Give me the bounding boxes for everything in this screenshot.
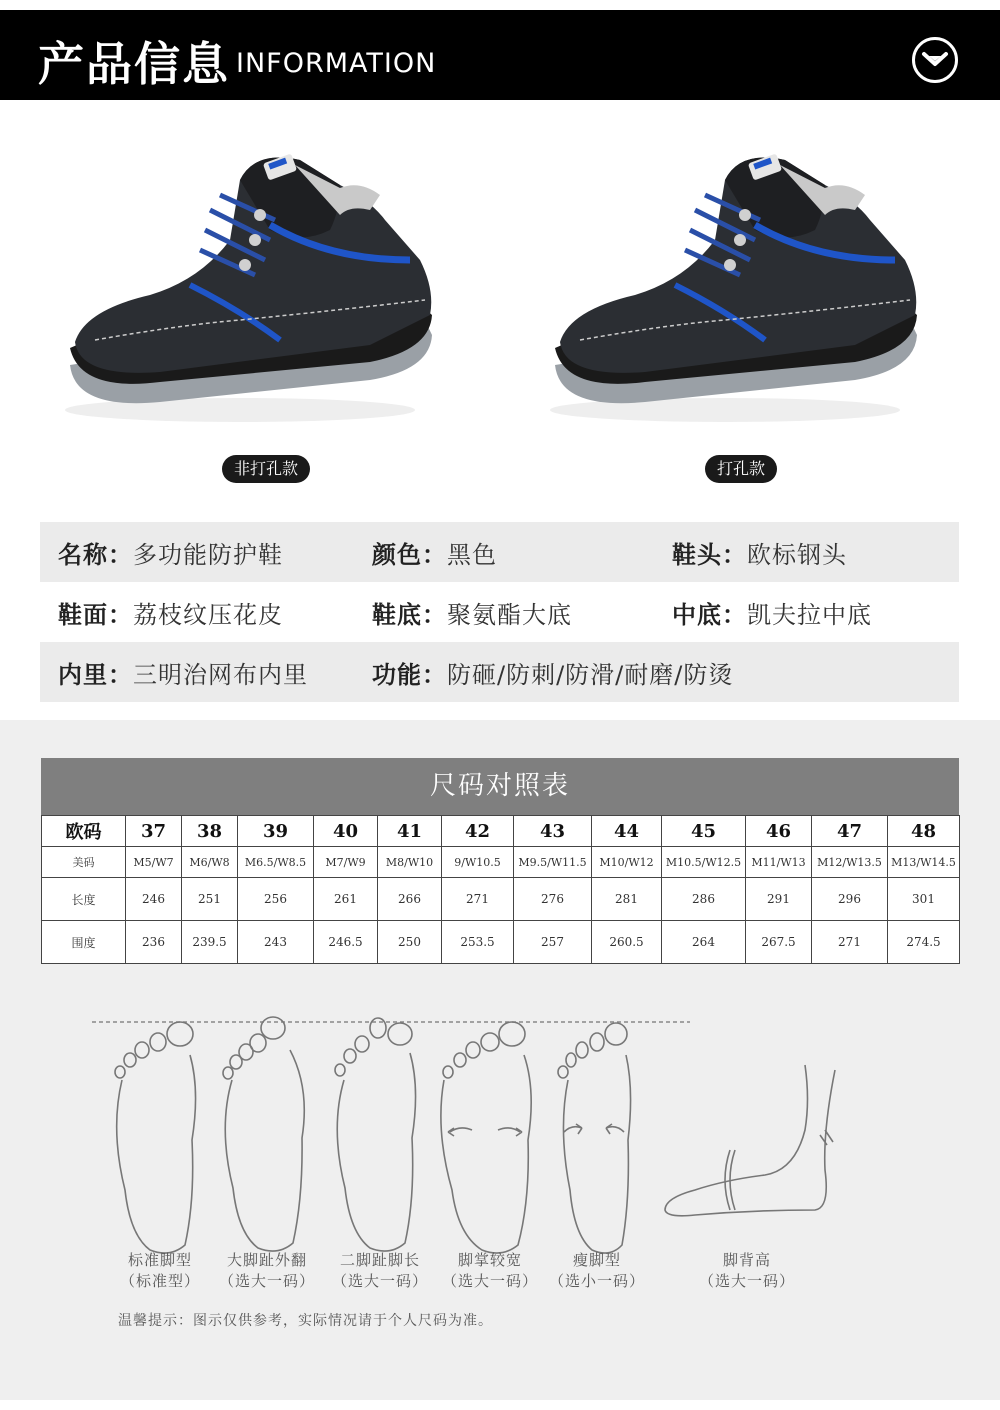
size-girth-cell: 264 — [662, 921, 746, 964]
size-eu-cell: 41 — [378, 816, 442, 847]
size-row-eu — [42, 816, 960, 847]
foot-type-advice: （标准型） — [119, 1272, 200, 1290]
foot-standard-icon — [115, 1022, 196, 1253]
sizing-tip: 温馨提示：图示仅供参考，实际情况请于个人尺码为准。 — [118, 1313, 493, 1329]
size-us-cell: M12/W13.5 — [812, 847, 888, 878]
size-girth-cell: 250 — [378, 921, 442, 964]
section-title: 产品信息 — [38, 37, 230, 91]
size-length-cell: 296 — [812, 878, 888, 921]
spec-midsole: 中底：凯夫拉中底 — [672, 600, 872, 629]
variant-tag-non-perforated: 非打孔款 — [222, 455, 310, 483]
size-row-us — [42, 847, 960, 878]
size-length-cell: 291 — [746, 878, 812, 921]
row-label: 围度 — [42, 921, 126, 964]
spec-row — [40, 642, 959, 702]
size-eu-cell: 48 — [888, 816, 960, 847]
product-image-non-perforated — [40, 110, 440, 440]
spec-table — [40, 522, 959, 702]
size-length-cell: 266 — [378, 878, 442, 921]
foot-type-standard — [110, 1250, 210, 1292]
variant-tag-perforated: 打孔款 — [705, 455, 777, 483]
size-girth-cell: 257 — [514, 921, 592, 964]
size-eu-cell: 38 — [182, 816, 238, 847]
foot-type-high-instep — [692, 1250, 802, 1292]
size-us-cell: M8/W10 — [378, 847, 442, 878]
foot-type-bunion — [212, 1250, 322, 1292]
size-girth-cell: 253.5 — [442, 921, 514, 964]
spec-upper: 鞋面：荔枝纹压花皮 — [58, 600, 283, 629]
spec-name: 名称：多功能防护鞋 — [58, 540, 283, 569]
size-girth-cell: 267.5 — [746, 921, 812, 964]
size-eu-cell: 45 — [662, 816, 746, 847]
spec-color: 颜色：黑色 — [372, 540, 497, 569]
chevron-down-circle-icon[interactable] — [912, 37, 958, 83]
foot-type-narrow — [542, 1250, 652, 1292]
size-eu-cell: 43 — [514, 816, 592, 847]
foot-type-name: 脚掌较宽 — [457, 1251, 522, 1269]
size-us-cell: M9.5/W11.5 — [514, 847, 592, 878]
size-eu-cell: 37 — [126, 816, 182, 847]
size-girth-cell: 246.5 — [314, 921, 378, 964]
spec-function: 功能：防砸/防刺/防滑/耐磨/防烫 — [372, 660, 734, 689]
size-us-cell: M6/W8 — [182, 847, 238, 878]
foot-type-name: 标准脚型 — [127, 1251, 192, 1269]
size-length-cell: 246 — [126, 878, 182, 921]
foot-type-long-second-toe — [325, 1250, 435, 1292]
size-girth-cell: 239.5 — [182, 921, 238, 964]
foot-type-advice: （选大一码） — [698, 1272, 795, 1290]
foot-type-wide — [435, 1250, 545, 1292]
foot-type-advice: （选大一码） — [331, 1272, 428, 1290]
foot-narrow-icon — [558, 1023, 631, 1253]
foot-type-advice: （选小一码） — [548, 1272, 645, 1290]
size-us-cell: M10/W12 — [592, 847, 662, 878]
foot-wide-icon — [441, 1022, 531, 1253]
size-length-cell: 286 — [662, 878, 746, 921]
size-row-length — [42, 878, 960, 921]
size-chart-table — [41, 815, 960, 964]
spec-sole: 鞋底：聚氨酯大底 — [372, 600, 572, 629]
size-us-cell: M7/W9 — [314, 847, 378, 878]
size-eu-cell: 40 — [314, 816, 378, 847]
size-us-cell: M5/W7 — [126, 847, 182, 878]
size-girth-cell: 274.5 — [888, 921, 960, 964]
row-label: 美码 — [42, 847, 126, 878]
size-eu-cell: 42 — [442, 816, 514, 847]
section-subtitle: INFORMATION — [236, 48, 437, 79]
spec-lining: 内里：三明治网布内里 — [58, 660, 308, 689]
size-girth-cell: 271 — [812, 921, 888, 964]
size-girth-cell: 260.5 — [592, 921, 662, 964]
size-eu-cell: 44 — [592, 816, 662, 847]
foot-high-instep-icon — [665, 1065, 835, 1216]
size-length-cell: 261 — [314, 878, 378, 921]
size-eu-cell: 39 — [238, 816, 314, 847]
size-row-girth — [42, 921, 960, 964]
size-girth-cell: 243 — [238, 921, 314, 964]
row-label: 长度 — [42, 878, 126, 921]
size-us-cell: M13/W14.5 — [888, 847, 960, 878]
foot-bunion-icon — [223, 1017, 304, 1251]
foot-type-advice: （选大一码） — [218, 1272, 315, 1290]
product-image-perforated — [525, 110, 925, 440]
size-us-cell: M11/W13 — [746, 847, 812, 878]
size-length-cell: 256 — [238, 878, 314, 921]
size-us-cell: M6.5/W8.5 — [238, 847, 314, 878]
foot-type-name: 瘦脚型 — [572, 1251, 621, 1269]
size-length-cell: 251 — [182, 878, 238, 921]
spec-toe: 鞋头：欧标钢头 — [672, 540, 847, 569]
size-us-cell: M10.5/W12.5 — [662, 847, 746, 878]
foot-type-advice: （选大一码） — [441, 1272, 538, 1290]
size-chart-title: 尺码对照表 — [41, 758, 959, 815]
spec-row — [40, 522, 959, 582]
section-header — [0, 10, 1000, 100]
size-length-cell: 301 — [888, 878, 960, 921]
foot-long-second-toe-icon — [335, 1018, 416, 1251]
foot-type-name: 二脚趾脚长 — [339, 1251, 420, 1269]
foot-type-name: 大脚趾外翻 — [226, 1251, 307, 1269]
size-eu-cell: 46 — [746, 816, 812, 847]
row-label: 欧码 — [42, 816, 126, 847]
size-eu-cell: 47 — [812, 816, 888, 847]
size-length-cell: 271 — [442, 878, 514, 921]
spec-row — [40, 582, 959, 642]
size-girth-cell: 236 — [126, 921, 182, 964]
size-us-cell: 9/W10.5 — [442, 847, 514, 878]
size-length-cell: 276 — [514, 878, 592, 921]
foot-type-name: 脚背高 — [722, 1251, 771, 1269]
size-length-cell: 281 — [592, 878, 662, 921]
